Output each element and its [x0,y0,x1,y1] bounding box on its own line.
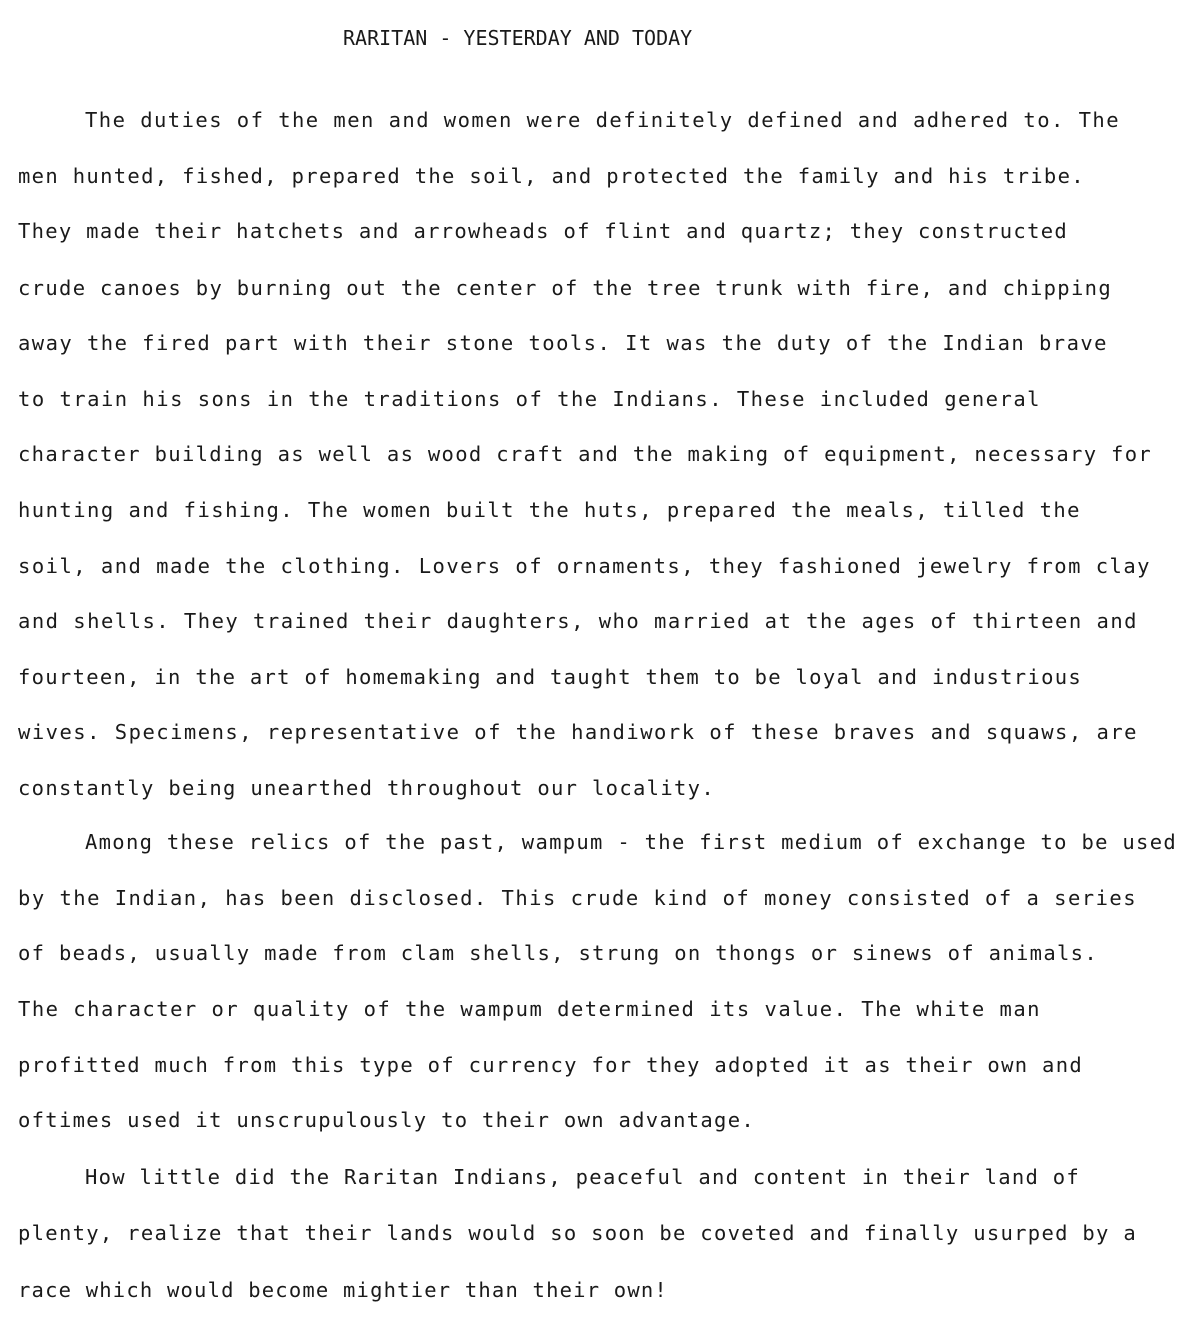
text-line: of beads, usually made from clam shells, strung on thongs or sinews of animals. [18,941,1099,965]
text-line: character building as well as wood craft and the making of equipment, necessary for [18,442,1153,466]
text-line: hunting and fishing. The women built the huts, prepared the meals, tilled the [18,498,1081,522]
text-line: profitted much from this type of currency for they adopted it as their own and [18,1053,1084,1077]
text-line: to train his sons in the traditions of the Indians. These included general [18,387,1041,411]
text-line: race which would become mightier than their own! [18,1278,668,1302]
text-line: The duties of the men and women were definitely defined and adhered to. The [85,108,1121,132]
text-line: fourteen, in the art of homemaking and taught them to be loyal and industrious [18,665,1083,689]
page-title: RARITAN - YESTERDAY AND TODAY [343,26,693,50]
text-line: plenty, realize that their lands would so soon be coveted and finally usurped by a [18,1221,1137,1245]
text-line: away the fired part with their stone tools. It was the duty of the Indian brave [18,331,1108,355]
text-line: How little did the Raritan Indians, peaceful and content in their land of [85,1165,1080,1189]
text-line: and shells. They trained their daughters, who married at the ages of thirteen and [18,609,1138,633]
text-line: wives. Specimens, representative of the handiwork of these braves and squaws, are [18,720,1138,744]
text-line: They made their hatchets and arrowheads of flint and quartz; they constructed [18,219,1068,243]
text-line: constantly being unearthed throughout our locality. [18,776,716,800]
text-line: The character or quality of the wampum determined its value. The white man [18,997,1041,1021]
text-line: crude canoes by burning out the center of the tree trunk with fire, and chipping [18,276,1113,300]
text-line: men hunted, fished, prepared the soil, and protected the family and his tribe. [18,164,1085,188]
text-line: oftimes used it unscrupulously to their own advantage. [18,1108,755,1132]
text-line: Among these relics of the past, wampum - the first medium of exchange to be used [85,830,1178,854]
text-line: by the Indian, has been disclosed. This crude kind of money consisted of a series [18,886,1138,910]
text-line: soil, and made the clothing. Lovers of ornaments, they fashioned jewelry from clay [18,554,1151,578]
